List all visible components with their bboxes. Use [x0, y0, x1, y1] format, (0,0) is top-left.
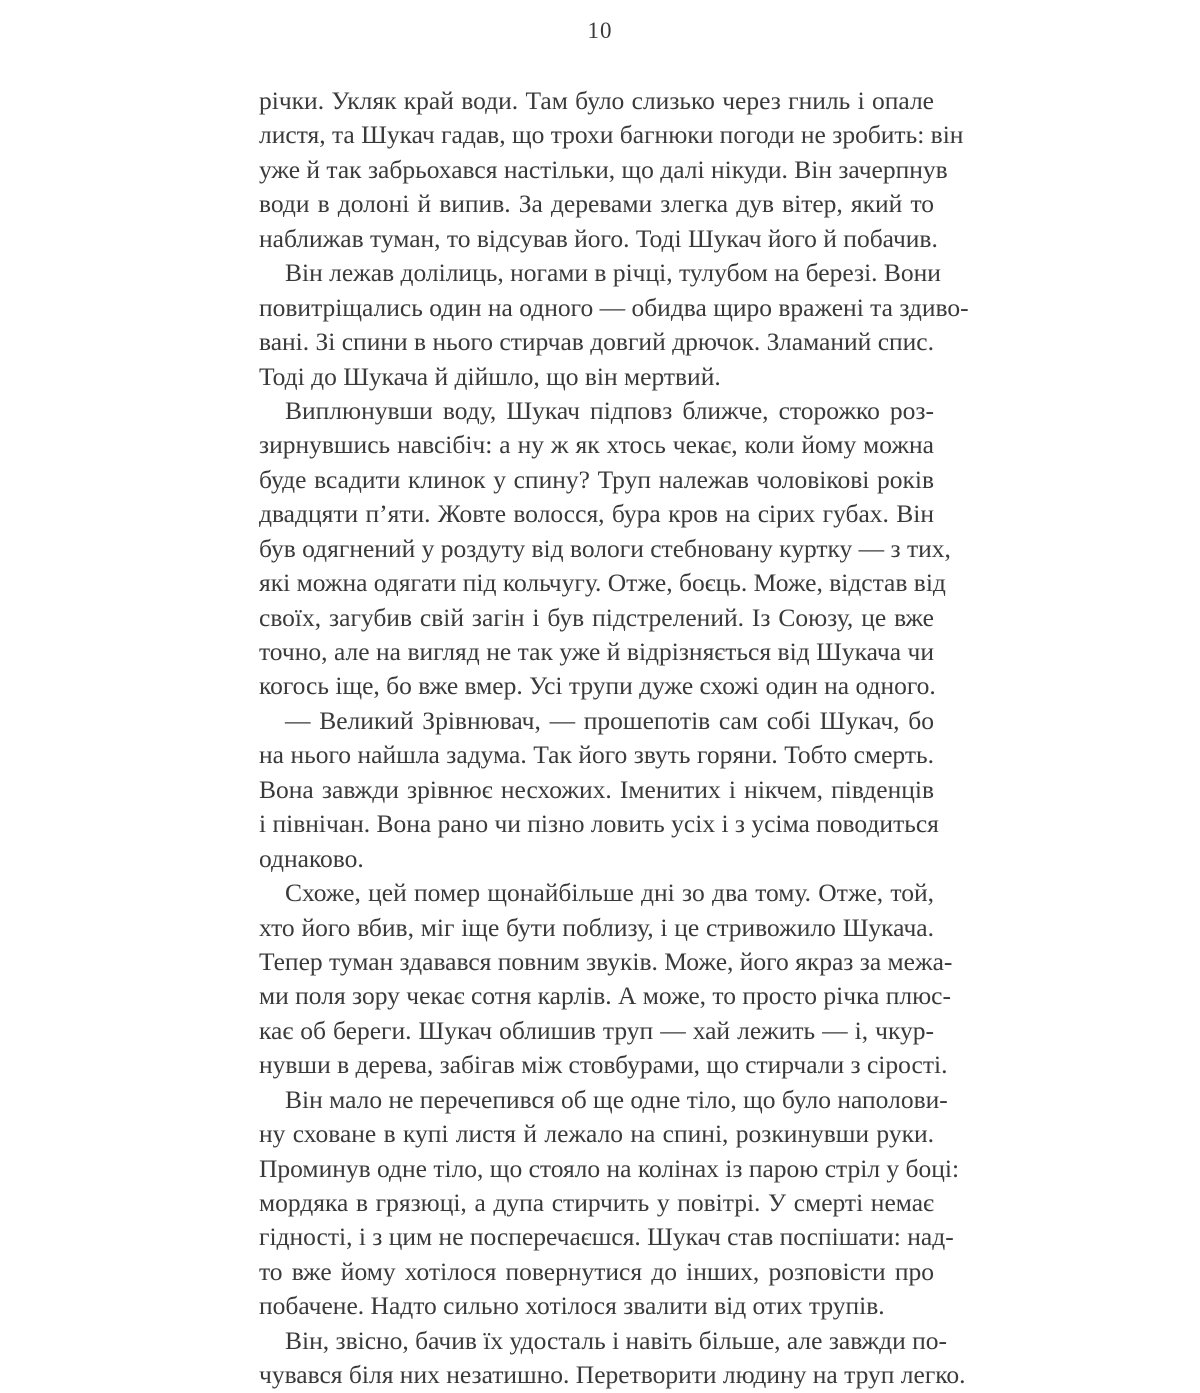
text-line: Він лежав долілиць, ногами в річці, тулубом на березі. Вони [285, 258, 941, 288]
text-line: ну сховане в купі листя й лежало на спині, розкинувши руки. [259, 1119, 934, 1149]
text-line: нувши в дерева, забігав між стовбурами, що стирчали з сірості. [259, 1050, 948, 1080]
text-line: води в долоні й випив. За деревами злегка дув вітер, який то [259, 189, 934, 219]
paragraph [259, 256, 969, 394]
text-line: листя, та Шукач гадав, що трохи багнюки погоди не зробить: він [259, 120, 964, 150]
text-line: повитріщались один на одного — обидва щиро вражені та здиво- [259, 292, 969, 322]
text-line: Проминув одне тіло, що стояло на колінах із парою стріл у боці: [259, 1153, 960, 1183]
body-text [259, 84, 969, 1393]
text-line: точно, але на вигляд не так уже й відрізняється від Шукача чи [259, 637, 934, 666]
paragraph [259, 876, 953, 1083]
text-line: то вже йому хотілося повернутися до інших, розповісти про [259, 1256, 934, 1286]
text-line: буде всадити клинок у спину? Труп належав чоловікові років [259, 464, 934, 494]
text-line: Він, звісно, бачив їх удосталь і навіть більше, але завжди по- [285, 1325, 948, 1355]
text-line: ми поля зору чекає сотня карлів. А може, то просто річка плюс- [259, 981, 951, 1011]
text-line: кає об береги. Шукач облишив труп — хай лежить — і, чкур- [259, 1015, 934, 1045]
text-line: Вона завжди зрівнює несхожих. Іменитих і нікчем, південців [259, 774, 934, 804]
text-line: хто його вбив, міг іще бути поблизу, і це стривожило Шукача. [259, 912, 934, 942]
page-number: 10 [587, 18, 613, 43]
text-line: і північан. Вона рано чи пізно ловить усіх і з усіма поводиться [259, 809, 939, 839]
paragraph [259, 84, 964, 256]
text-line: був одягнений у роздуту від вологи стебновану куртку — з тих, [259, 533, 951, 563]
text-line: Схоже, цей помер щонайбільше дні зо два тому. Отже, той, [285, 878, 934, 908]
text-line: уже й так забрьохався настільки, що далі нікуди. Він зачерпнув [259, 154, 948, 184]
paragraph [259, 1324, 966, 1393]
text-line: зирнувшись навсібіч: а ну ж як хтось чекає, коли йому можна [259, 430, 934, 460]
text-line: Він мало не перечепився об ще одне тіло, що було наполови- [285, 1084, 948, 1114]
text-line: вані. Зі спини в нього стирчав довгий дрючок. Зламаний спис. [259, 327, 934, 357]
text-line: своїх, загубив свій загін і був підстрелений. Із Союзу, це вже [259, 602, 934, 632]
text-line: гідності, і з цим не посперечаєшся. Шукач став поспішати: над- [259, 1222, 954, 1252]
text-line: — Великий Зрівнювач, — прошепотів сам собі Шукач, бо [285, 705, 934, 735]
paragraph [259, 704, 939, 876]
paragraph [259, 1083, 960, 1324]
text-line: побачене. Надто сильно хотілося звалити від отих трупів. [259, 1291, 885, 1321]
paragraph [259, 394, 951, 704]
text-line: мордяка в грязюці, а дупа стирчить у повітрі. У смерті немає [259, 1188, 934, 1217]
text-line: двадцяти п’яти. Жовте волосся, бура кров на сірих губах. Він [259, 499, 934, 529]
text-line: Тоді до Шукача й дійшло, що він мертвий. [259, 361, 721, 391]
text-line: наближав туман, то відсував його. Тоді Шукач його й побачив. [259, 223, 938, 253]
text-line: Виплюнувши воду, Шукач підповз ближче, сторожко роз- [285, 395, 934, 425]
text-line: на нього найшла задума. Так його звуть горяни. Тобто смерть. [259, 740, 934, 770]
text-line: річки. Укляк край води. Там було слизько через гниль і опале [259, 86, 934, 115]
text-line: які можна одягати під кольчугу. Отже, боєць. Може, відстав від [259, 568, 946, 598]
text-line: когось іще, бо вже вмер. Усі трупи дуже схожі один на одного. [259, 671, 936, 701]
text-line: чувався біля них незатишно. Перетворити людину на труп легко. [259, 1360, 966, 1390]
text-line: однаково. [259, 843, 364, 873]
text-line: Тепер туман здавався повним звуків. Може, його якраз за межа- [259, 946, 953, 976]
